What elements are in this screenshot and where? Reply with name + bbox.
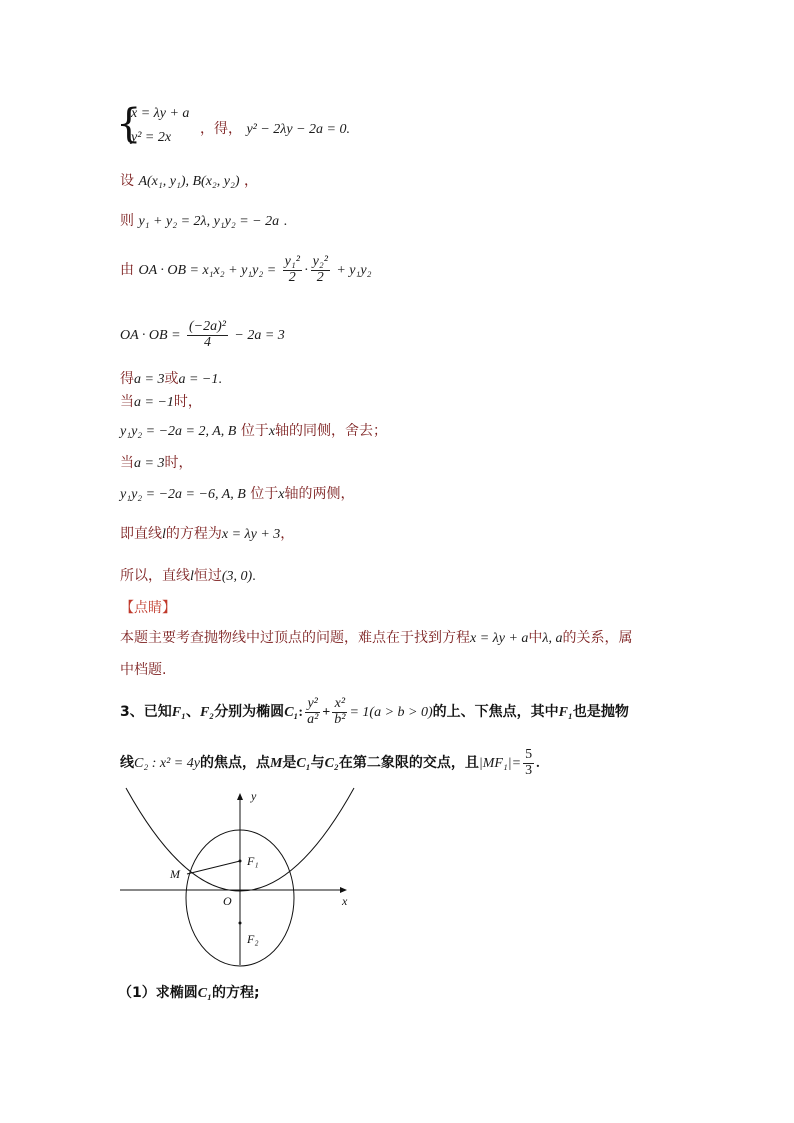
summary1-math: x = λy + a	[470, 631, 529, 646]
line-dot: 由 OA · OB = x₁x₂ + y₁y₂ = $\frac{\text{y₁²}}{2}$ · $\frac{\text{y₂²}}{2}$ + y₁y₂	[120, 254, 372, 285]
q3-frac-y: $\frac{\text{y²}}{\text{a²}}$	[307, 696, 319, 727]
question3-line1	[120, 697, 629, 727]
case2-body-math: y₁y₂ = −2a = −6, A, B	[120, 487, 246, 502]
line-set-post: ，	[243, 173, 258, 189]
line-set-pre: 设	[120, 173, 134, 189]
point-F2-label: F₂	[247, 932, 259, 946]
q3-F2: F₂	[199, 705, 215, 721]
q3-C2: C₂ : x² = 4y	[134, 756, 200, 772]
origin-label: O	[223, 894, 232, 908]
q3-end: .	[536, 756, 540, 772]
case1-body-math: y₁y₂ = −2a = 2, A, B	[120, 424, 237, 439]
summary1-post: 的关系，属	[562, 630, 633, 646]
line-l	[120, 523, 294, 543]
conic-figure	[110, 780, 370, 970]
line-eq	[120, 320, 285, 350]
line-eq-tail: − 2a = 3	[234, 328, 285, 344]
q3-t1: 分别为椭圆	[214, 704, 285, 721]
line-eq-lhs: OA · OB =	[120, 328, 181, 344]
system-result-line	[200, 118, 350, 138]
q3-plus: +	[322, 705, 331, 721]
q3-frac-5-3: $\frac{5}{3}$	[525, 747, 533, 778]
line-so-mid: 恒过	[193, 568, 222, 584]
case2-math: a = 3	[134, 456, 165, 471]
case2-body-text2: 轴的两侧，	[284, 486, 355, 502]
q3-yu: 与	[310, 755, 325, 772]
q3-t2: 的上、下焦点，其中	[432, 704, 559, 721]
q3-colon: :	[298, 705, 304, 721]
fraction-y2: $\frac{\text{y₂²}}{2}$	[312, 254, 328, 285]
case1-pre: 当	[120, 394, 134, 410]
q3-frac-x: $\frac{\text{x²}}{\text{b²}}$	[334, 696, 346, 727]
fraction-y1: $\frac{\text{y₁²}}{2}$	[284, 254, 300, 285]
case2-body-text: 位于	[250, 486, 279, 502]
line-l-l: l	[162, 527, 166, 542]
q3-l2d: 在第二象限的交点，且	[338, 755, 479, 772]
case2-post: 时，	[164, 455, 193, 471]
point-F1-label: F₁	[247, 854, 259, 868]
summary-line1	[120, 627, 632, 647]
line-so-pre: 所以，直线	[120, 568, 190, 584]
summary-line2: 中档题.	[120, 662, 167, 678]
case1-math: a = −1	[134, 395, 174, 410]
q3-sep: 、	[185, 704, 200, 721]
line-l-mid: 的方程为	[165, 526, 222, 542]
case1-post: 时，	[173, 394, 202, 410]
line-get	[120, 368, 222, 388]
line-get-mid: 或	[164, 371, 179, 387]
q3-C2b: C₂	[324, 756, 339, 772]
summary1-pre: 本题主要考查抛物线中过顶点的问题，难点在于找到方程	[120, 630, 470, 646]
line-get-post: .	[218, 372, 222, 387]
q3-l2b: 的焦点，点	[199, 755, 270, 772]
line-l-math: x = λy + 3	[221, 527, 281, 542]
line-then-math: y₁ + y₂ = 2λ, y₁y₂ = − 2a	[138, 214, 280, 229]
case2-body-x: x	[278, 487, 285, 502]
y-axis-label: y	[251, 789, 257, 803]
system-brace: {	[116, 101, 142, 147]
q3-l2c: 是	[282, 755, 297, 772]
line-dot-lhs: OA · OB = x₁x₂ + y₁y₂ =	[138, 263, 277, 279]
case1-body-x: x	[268, 424, 276, 439]
q3-C1b: C₁	[296, 756, 311, 772]
q3-num: 3、已知	[120, 704, 172, 721]
part1-post: 的方程;	[211, 985, 260, 1001]
line-l-post: ，	[280, 526, 295, 542]
line-then	[120, 210, 287, 230]
point-F2	[239, 922, 242, 925]
line-l-pre: 即直线	[120, 526, 162, 542]
q3-F1: F₁	[171, 705, 186, 721]
line-set-math: A(x₁, y₁), B(x₂, y₂)	[138, 174, 240, 189]
q3-C1: C₁	[284, 705, 299, 721]
case1-body-text: 位于	[240, 423, 269, 439]
case1-body-text2: 轴的同侧，舍去；	[275, 423, 388, 439]
line-get-math: a = 3	[134, 372, 165, 387]
summary1-math2: λ, a	[542, 631, 563, 646]
q3-l2a: 线	[120, 755, 134, 772]
q3-t3: 也是抛物	[572, 704, 629, 721]
fraction-2a: $\frac{\text{(−2a)²}}{4}$	[188, 319, 226, 350]
case1-body	[120, 420, 387, 440]
case2-body	[120, 483, 354, 503]
line-then-pre: 则	[120, 213, 134, 229]
dianjing-tag: 【点睛】	[120, 600, 176, 616]
part1-C: C₁	[197, 986, 212, 1001]
q3-M: M	[269, 756, 283, 772]
segment-MF1	[187, 861, 240, 874]
line-get-pre: 得	[120, 371, 134, 387]
line-so-post: .	[252, 569, 256, 584]
q3-cond: = 1(a > b > 0)	[349, 705, 433, 721]
line-then-post: .	[283, 214, 288, 229]
part1-line	[118, 982, 260, 1002]
question3-line2	[120, 748, 540, 778]
line-so-math: (3, 0)	[221, 569, 253, 584]
line-get-math2: a = −1	[178, 372, 219, 387]
summary1-mid: 中	[528, 630, 543, 646]
case2-head	[120, 452, 192, 472]
system-eq1: x = λy + a	[131, 106, 190, 121]
line-dot-tail: + y₁y₂	[336, 263, 372, 279]
line-so	[120, 565, 256, 585]
system-eq2: y² = 2x	[131, 130, 172, 145]
line-so-l: l	[190, 569, 194, 584]
x-axis-label: x	[342, 894, 348, 908]
line-set	[120, 170, 258, 190]
point-M-label: M	[170, 867, 180, 881]
case1-head	[120, 391, 202, 411]
point-F1	[239, 860, 242, 863]
line-dot-pre: 由	[120, 262, 134, 279]
case2-pre: 当	[120, 455, 134, 471]
part1-pre: （1）求椭圆	[118, 985, 198, 1001]
system-comma: ，得，	[200, 121, 242, 137]
q3-mf: |MF₁|=	[478, 756, 522, 772]
q3-F1b: F₁	[558, 705, 573, 721]
system-result: y² − 2λy − 2a = 0.	[246, 122, 350, 137]
